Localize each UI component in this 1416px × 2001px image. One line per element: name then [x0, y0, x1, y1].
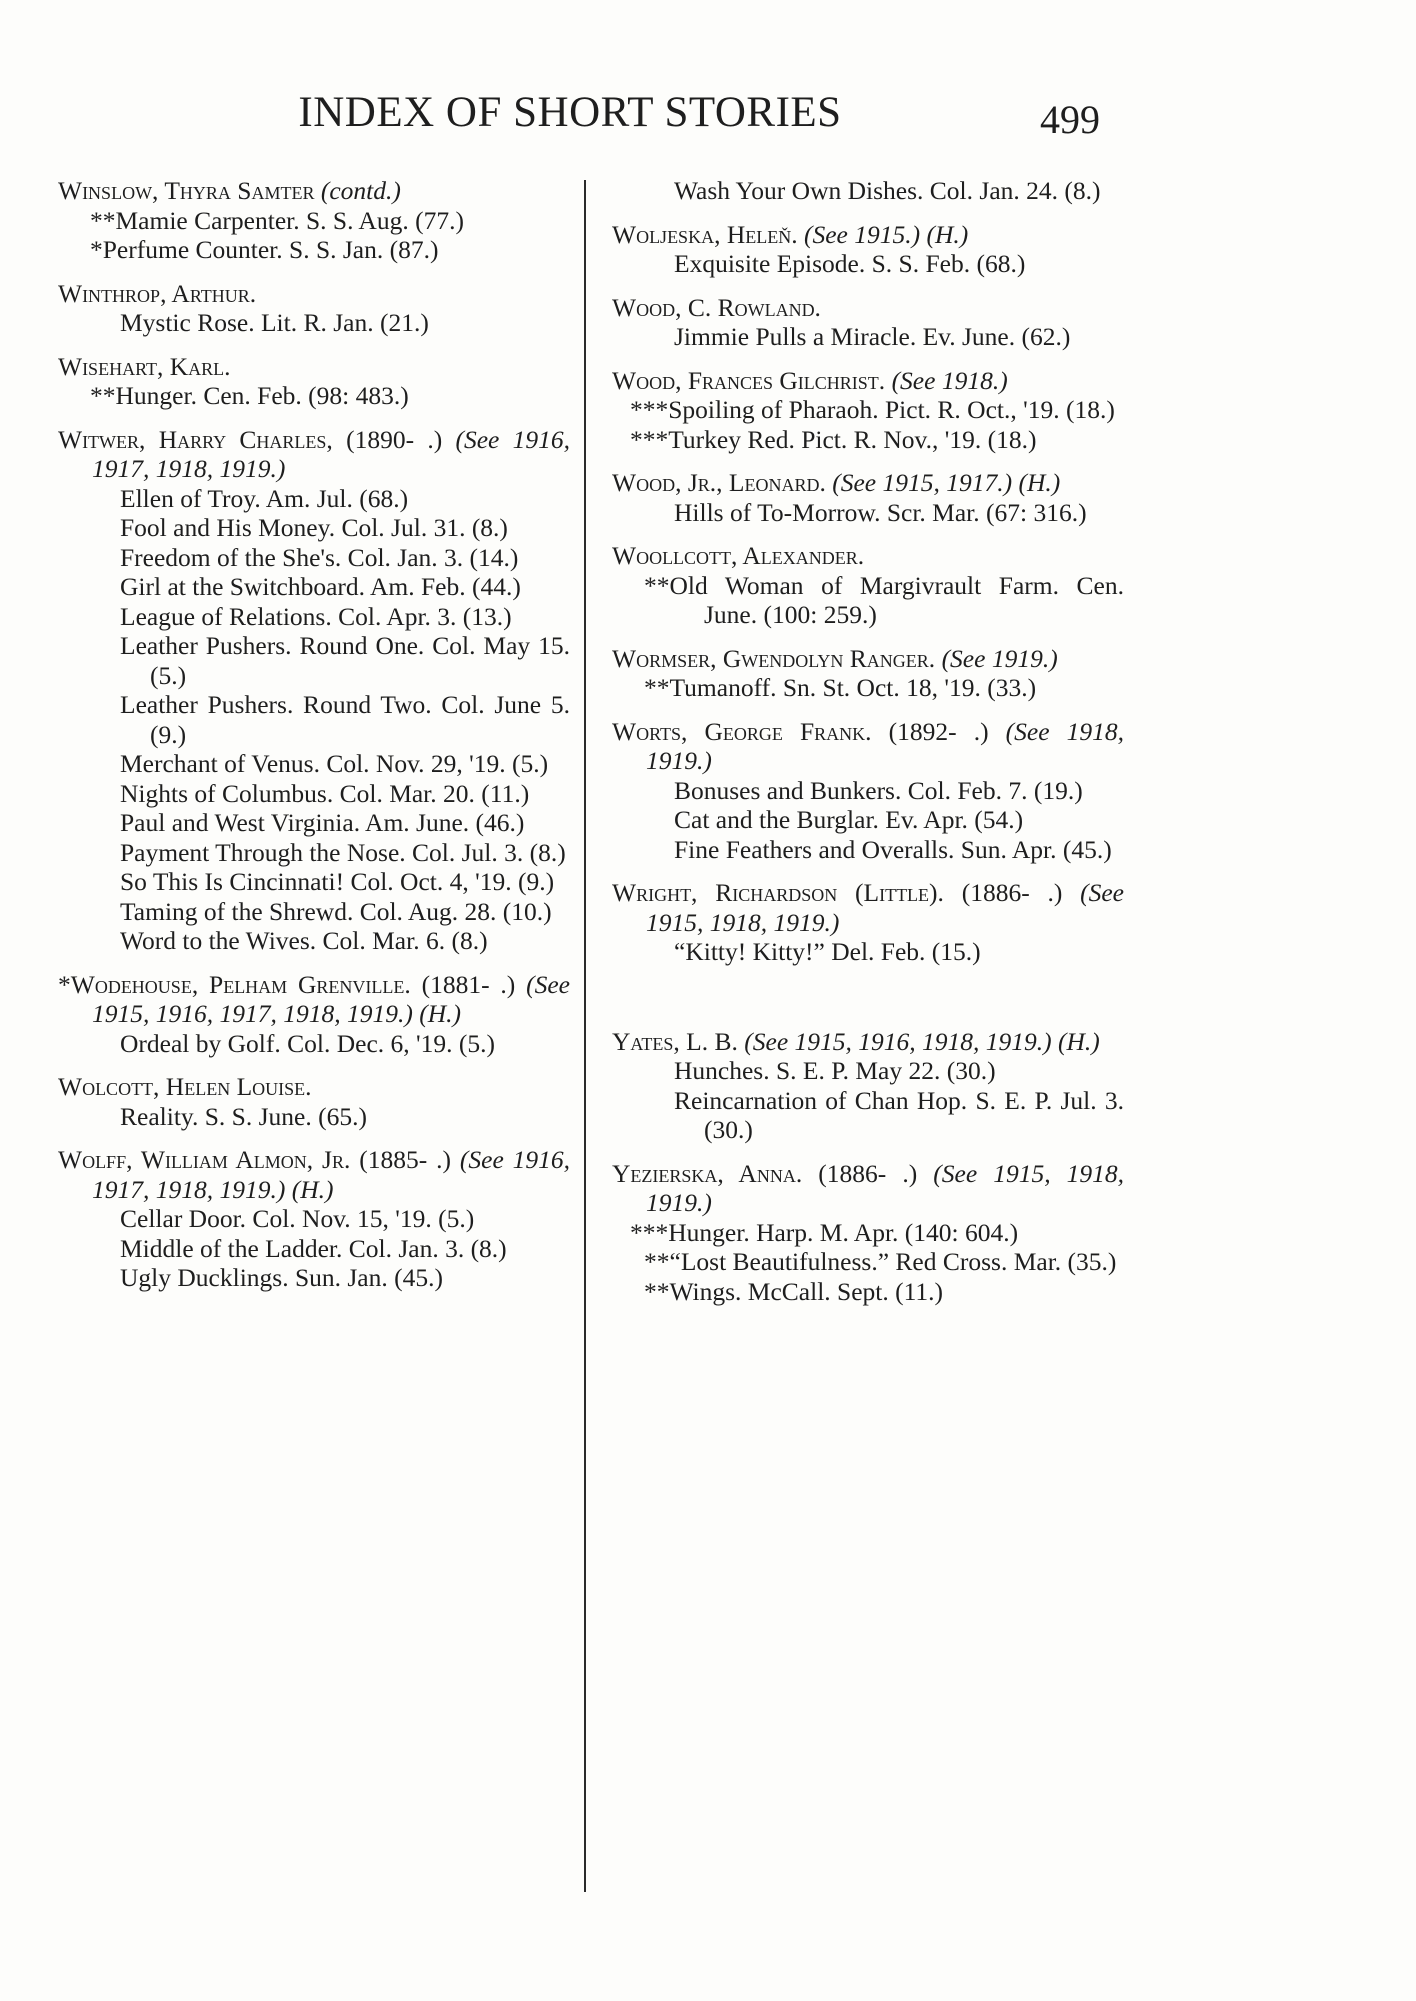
- story-item: ***Spoiling of Pharaoh. Pict. R. Oct., '19. (18.): [630, 395, 1115, 424]
- author-heading: Wolcott, Helen Louise.: [58, 1072, 312, 1101]
- author-heading: Wright, Richardson (Little). (1886- .) (See 1915, 1918, 1919.): [612, 878, 1125, 937]
- author-heading: Winslow, Thyra Samter (contd.): [58, 176, 401, 205]
- story-item: Hunches. S. E. P. May 22. (30.): [674, 1056, 996, 1085]
- page-number: 499: [1040, 97, 1100, 142]
- story-item: *Perfume Counter. S. S. Jan. (87.): [90, 235, 439, 264]
- index-entry: [612, 1027, 1124, 1145]
- story-item: **Old Woman of Margivrault Farm. Cen. June. (100: 259.): [644, 570, 1124, 629]
- story-item: Nights of Columbus. Col. Mar. 20. (11.): [120, 778, 530, 808]
- index-entry: [612, 541, 1124, 630]
- story-item: So This Is Cincinnati! Col. Oct. 4, '19. (9.): [120, 867, 555, 896]
- story-item: Ellen of Troy. Am. Jul. (68.): [120, 483, 409, 513]
- story-item: Bonuses and Bunkers. Col. Feb. 7. (19.): [674, 775, 1083, 805]
- index-entry: [58, 970, 570, 1059]
- index-entry: [58, 279, 570, 338]
- author-heading: Yates, L. B. (See 1915, 1916, 1918, 1919.) (H.): [612, 1026, 1100, 1056]
- left-column: [58, 176, 570, 1307]
- story-item: Middle of the Ladder. Col. Jan. 3. (8.): [120, 1233, 507, 1263]
- author-heading: Wood, Frances Gilchrist. (See 1918.): [612, 365, 1008, 395]
- story-item: Merchant of Venus. Col. Nov. 29, '19. (5.): [120, 749, 549, 778]
- story-item: Payment Through the Nose. Col. Jul. 3. (8.): [120, 837, 566, 867]
- author-heading: Worts, George Frank. (1892- .) (See 1918, 1919.): [612, 716, 1125, 775]
- story-item: Word to the Wives. Col. Mar. 6. (8.): [120, 926, 488, 955]
- story-item: **Tumanoff. Sn. St. Oct. 18, '19. (33.): [644, 673, 1037, 702]
- story-item: Paul and West Virginia. Am. June. (46.): [120, 808, 525, 837]
- story-item: ***Hunger. Harp. M. Apr. (140: 604.): [630, 1217, 1019, 1247]
- index-entry: [612, 468, 1124, 527]
- story-item: Fine Feathers and Overalls. Sun. Apr. (45.): [674, 834, 1112, 864]
- story-item: Cat and the Burglar. Ev. Apr. (54.): [674, 805, 1024, 834]
- index-entry: [612, 1159, 1124, 1307]
- story-item: Exquisite Episode. S. S. Feb. (68.): [674, 249, 1026, 278]
- index-entry: [58, 176, 570, 265]
- author-heading: *Wodehouse, Pelham Grenville. (1881- .) (See 1915, 1916, 1917, 1918, 1919.) (H.): [58, 969, 571, 1028]
- author-heading: Wood, C. Rowland.: [612, 292, 821, 322]
- index-entry: [58, 425, 570, 956]
- story-item: Girl at the Switchboard. Am. Feb. (44.): [120, 572, 521, 601]
- story-item: Mystic Rose. Lit. R. Jan. (21.): [120, 308, 429, 337]
- index-entry: [612, 220, 1124, 279]
- index-entry: [612, 644, 1124, 703]
- story-item: Reality. S. S. June. (65.): [120, 1101, 367, 1131]
- author-heading: Wormser, Gwendolyn Ranger. (See 1919.): [612, 643, 1058, 673]
- story-item: Cellar Door. Col. Nov. 15, '19. (5.): [120, 1204, 475, 1233]
- story-item: Hills of To-Morrow. Scr. Mar. (67: 316.): [674, 497, 1087, 527]
- author-heading: Woollcott, Alexander.: [612, 541, 865, 570]
- author-heading: Yezierska, Anna. (1886- .) (See 1915, 1918, 1919.): [612, 1158, 1125, 1217]
- story-item: **“Lost Beautifulness.” Red Cross. Mar. (35.): [644, 1247, 1117, 1276]
- story-item: Taming of the Shrewd. Col. Aug. 28. (10.): [120, 896, 552, 926]
- story-item: Jimmie Pulls a Miracle. Ev. June. (62.): [674, 322, 1071, 351]
- index-entry: [58, 352, 570, 411]
- author-heading: Witwer, Harry Charles, (1890- .) (See 1916, 1917, 1918, 1919.): [58, 424, 571, 483]
- story-item: Freedom of the She's. Col. Jan. 3. (14.): [120, 542, 519, 572]
- column-divider: [584, 180, 586, 1892]
- story-item: Ugly Ducklings. Sun. Jan. (45.): [120, 1263, 443, 1292]
- index-entry: [612, 293, 1124, 352]
- author-heading: Wolff, William Almon, Jr. (1885- .) (See 1916, 1917, 1918, 1919.) (H.): [58, 1145, 571, 1204]
- story-item: Reincarnation of Chan Hop. S. E. P. Jul. 3. (30.): [674, 1085, 1124, 1144]
- author-heading: Winthrop, Arthur.: [58, 278, 257, 308]
- index-entry: [58, 1072, 570, 1131]
- story-item: Ordeal by Golf. Col. Dec. 6, '19. (5.): [120, 1028, 495, 1058]
- story-item: **Mamie Carpenter. S. S. Aug. (77.): [90, 205, 464, 235]
- index-entry: [612, 176, 1124, 206]
- index-entry: [612, 878, 1124, 967]
- author-heading: Wisehart, Karl.: [58, 351, 231, 381]
- story-item: ***Turkey Red. Pict. R. Nov., '19. (18.): [630, 424, 1037, 454]
- author-heading: Woljeska, Heleň. (See 1915.) (H.): [612, 219, 969, 249]
- story-item: **Hunger. Cen. Feb. (98: 483.): [90, 381, 409, 410]
- story-item: Leather Pushers. Round One. Col. May 15. (5.): [120, 631, 570, 690]
- story-item: League of Relations. Col. Apr. 3. (13.): [120, 601, 512, 631]
- author-heading: Wood, Jr., Leonard. (See 1915, 1917.) (H.): [612, 468, 1061, 497]
- index-entry: [58, 1145, 570, 1293]
- story-item: Fool and His Money. Col. Jul. 31. (8.): [120, 513, 508, 542]
- index-entry: [612, 717, 1124, 865]
- index-entry: [612, 366, 1124, 455]
- story-item: Leather Pushers. Round Two. Col. June 5. (9.): [120, 690, 570, 749]
- story-item: **Wings. McCall. Sept. (11.): [644, 1276, 944, 1306]
- story-item: Wash Your Own Dishes. Col. Jan. 24. (8.): [674, 176, 1101, 205]
- right-column: [612, 176, 1124, 1320]
- story-item: “Kitty! Kitty!” Del. Feb. (15.): [674, 937, 981, 966]
- page-title: INDEX OF SHORT STORIES: [298, 89, 842, 136]
